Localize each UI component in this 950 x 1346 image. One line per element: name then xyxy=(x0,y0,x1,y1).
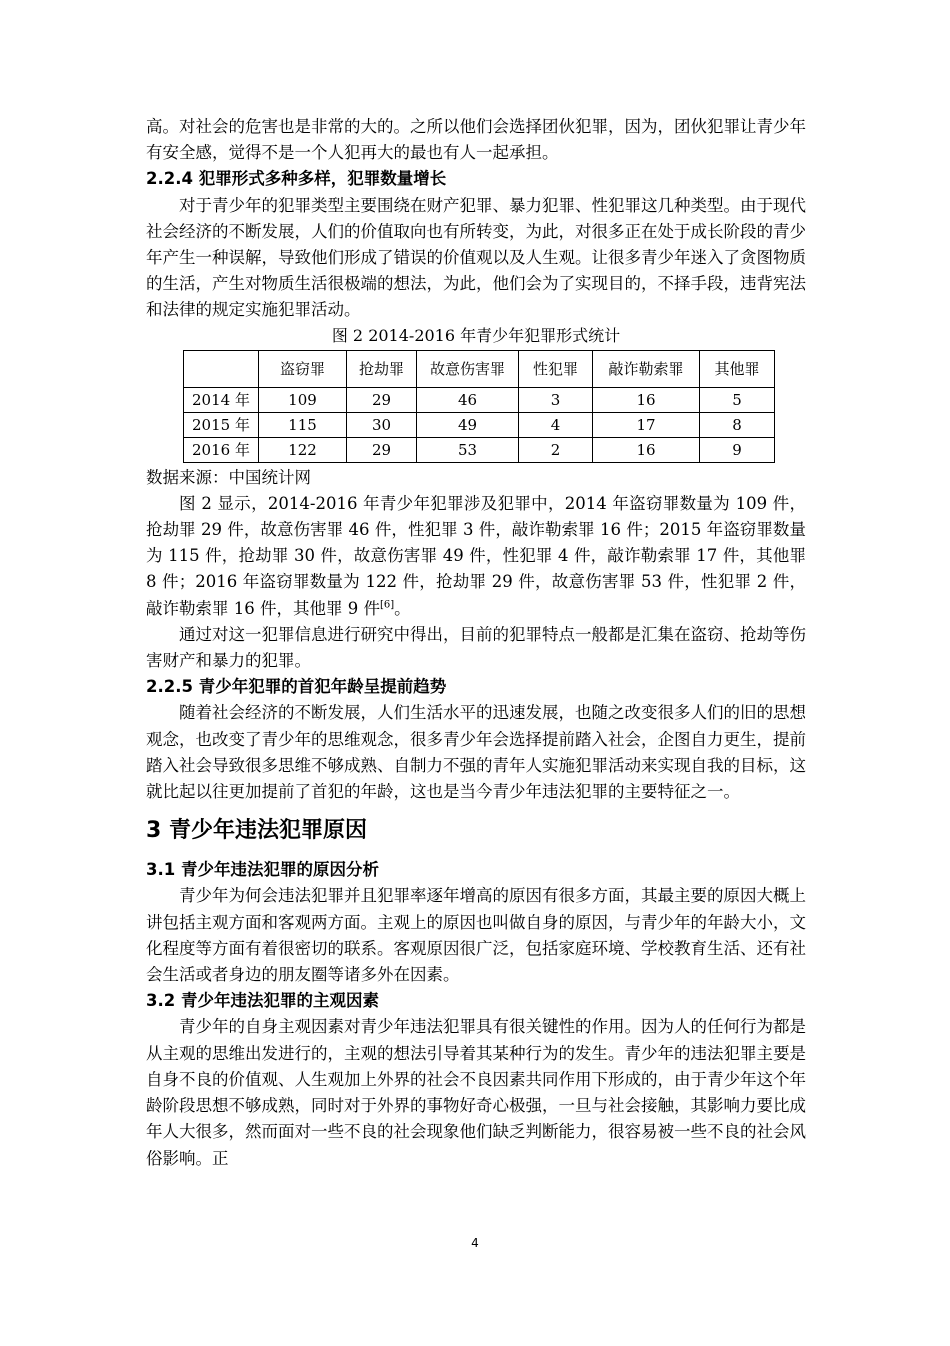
table-cell: 2016 年 xyxy=(184,437,259,462)
table-header-cell: 其他罪 xyxy=(700,350,775,387)
table-row xyxy=(184,412,775,437)
table-cell: 109 xyxy=(259,387,347,412)
table-row xyxy=(184,437,775,462)
table-cell: 16 xyxy=(593,387,700,412)
table-cell: 8 xyxy=(700,412,775,437)
table-cell: 115 xyxy=(259,412,347,437)
paragraph-figure-description xyxy=(146,491,806,622)
figure-description-text: 图 2 显示，2014-2016 年青少年犯罪涉及犯罪中，2014 年盗窃罪数量为 109 件，抢劫罪 29 件，故意伤害罪 46 件，性犯罪 3 件，敲诈勒索罪 16 件；2015 年盗窃罪数量为 115 件，抢劫罪 30 件，故意伤害罪 49 件，性犯罪 4 件，敲诈勒索罪 17 件，其他罪 8 件；2016 年盗窃罪数量为 122 件，抢劫罪 29 件，故意伤害罪 53 件，性犯罪 2 件，敲诈勒索罪 16 件，其他罪 9 件 xyxy=(146,493,806,618)
heading-3-2: 3.2 青少年违法犯罪的主观因素 xyxy=(146,991,379,1011)
table-cell: 53 xyxy=(417,437,519,462)
heading-2-2-4: 2.2.4 犯罪形式多种多样，犯罪数量增长 xyxy=(146,169,447,189)
table-header-cell: 故意伤害罪 xyxy=(417,350,519,387)
paragraph-intro: 高。对社会的危害也是非常的大的。之所以他们会选择团伙犯罪，因为，团伙犯罪让青少年有安全感，觉得不是一个人犯再大的最也有人一起承担。 xyxy=(146,117,806,163)
page-number: 4 xyxy=(471,1236,479,1250)
table-cell: 3 xyxy=(519,387,593,412)
table-cell: 5 xyxy=(700,387,775,412)
citation-ref: [6] xyxy=(379,599,395,611)
table-cell: 4 xyxy=(519,412,593,437)
paragraph-2-2-5: 随着社会经济的不断发展，人们生活水平的迅速发展，也随之改变很多人们的旧的思想观念，也改变了青少年的思维观念，很多青少年会选择提前踏入社会，企图自力更生，提前踏入社会导致很多思维不够成熟、自制力不强的青年人实施犯罪活动来实现自我的目标，这就比起以往更加提前了首犯的年龄，这也是当今青少年违法犯罪的主要特征之一。 xyxy=(146,703,806,802)
table-cell: 9 xyxy=(700,437,775,462)
crime-stats-table xyxy=(183,350,775,463)
table-cell: 17 xyxy=(593,412,700,437)
table-cell: 16 xyxy=(593,437,700,462)
table-row xyxy=(184,387,775,412)
figure-description-end: 。 xyxy=(394,598,411,618)
table-header-cell: 敲诈勒索罪 xyxy=(593,350,700,387)
paragraph-research: 通过对这一犯罪信息进行研究中得出，目前的犯罪特点一般都是汇集在盗窃、抢劫等伤害财产和暴力的犯罪。 xyxy=(146,624,806,671)
data-source: 数据来源：中国统计网 xyxy=(146,467,311,487)
table-cell: 30 xyxy=(347,412,417,437)
figure-caption: 图 2 2014-2016 年青少年犯罪形式统计 xyxy=(331,325,621,345)
table-cell: 29 xyxy=(347,437,417,462)
paragraph-2-2-4: 对于青少年的犯罪类型主要围绕在财产犯罪、暴力犯罪、性犯罪这几种类型。由于现代社会经济的不断发展，人们的价值取向也有所转变，为此，对很多正在处于成长阶段的青少年产生一种误解，导致他们形成了错误的价值观以及人生观。让很多青少年迷入了贪图物质的生活，产生对物质生活很极端的想法，为此，他们会为了实现目的，不择手段，违背宪法和法律的规定实施犯罪活动。 xyxy=(146,195,806,320)
paragraph-3-1: 青少年为何会违法犯罪并且犯罪率逐年增高的原因有很多方面，其最主要的原因大概上讲包括主观方面和客观两方面。主观上的原因也叫做自身的原因，与青少年的年龄大小，文化程度等方面有着很密切的联系。客观原因很广泛，包括家庭环境、学校教育生活、还有社会生活或者身边的朋友圈等诸多外在因素。 xyxy=(146,886,806,985)
table-header-cell xyxy=(184,350,259,387)
table-header-cell: 性犯罪 xyxy=(519,350,593,387)
heading-3-1: 3.1 青少年违法犯罪的原因分析 xyxy=(146,860,379,880)
table-header-cell: 抢劫罪 xyxy=(347,350,417,387)
table-header-row xyxy=(184,350,775,387)
page-content xyxy=(146,114,806,1172)
table-cell: 29 xyxy=(347,387,417,412)
table-cell: 2 xyxy=(519,437,593,462)
table-header-cell: 盗窃罪 xyxy=(259,350,347,387)
heading-2-2-5: 2.2.5 青少年犯罪的首犯年龄呈提前趋势 xyxy=(146,677,447,697)
table-cell: 122 xyxy=(259,437,347,462)
table-cell: 2014 年 xyxy=(184,387,259,412)
chapter-heading-3: 3 青少年违法犯罪原因 xyxy=(146,818,367,844)
table-cell: 2015 年 xyxy=(184,412,259,437)
table-cell: 46 xyxy=(417,387,519,412)
table-cell: 49 xyxy=(417,412,519,437)
paragraph-3-2: 青少年的自身主观因素对青少年违法犯罪具有很关键性的作用。因为人的任何行为都是从主观的思维出发进行的，主观的想法引导着其某种行为的发生。青少年的违法犯罪主要是自身不良的价值观、人生观加上外界的社会不良因素共同作用下形成的，由于青少年这个年龄阶段思想不够成熟，同时对于外界的事物好奇心极强，一旦与社会接触，其影响力要比成年人大很多，然而面对一些不良的社会现象他们缺乏判断能力，很容易被一些不良的社会风俗影响。正 xyxy=(146,1017,806,1168)
